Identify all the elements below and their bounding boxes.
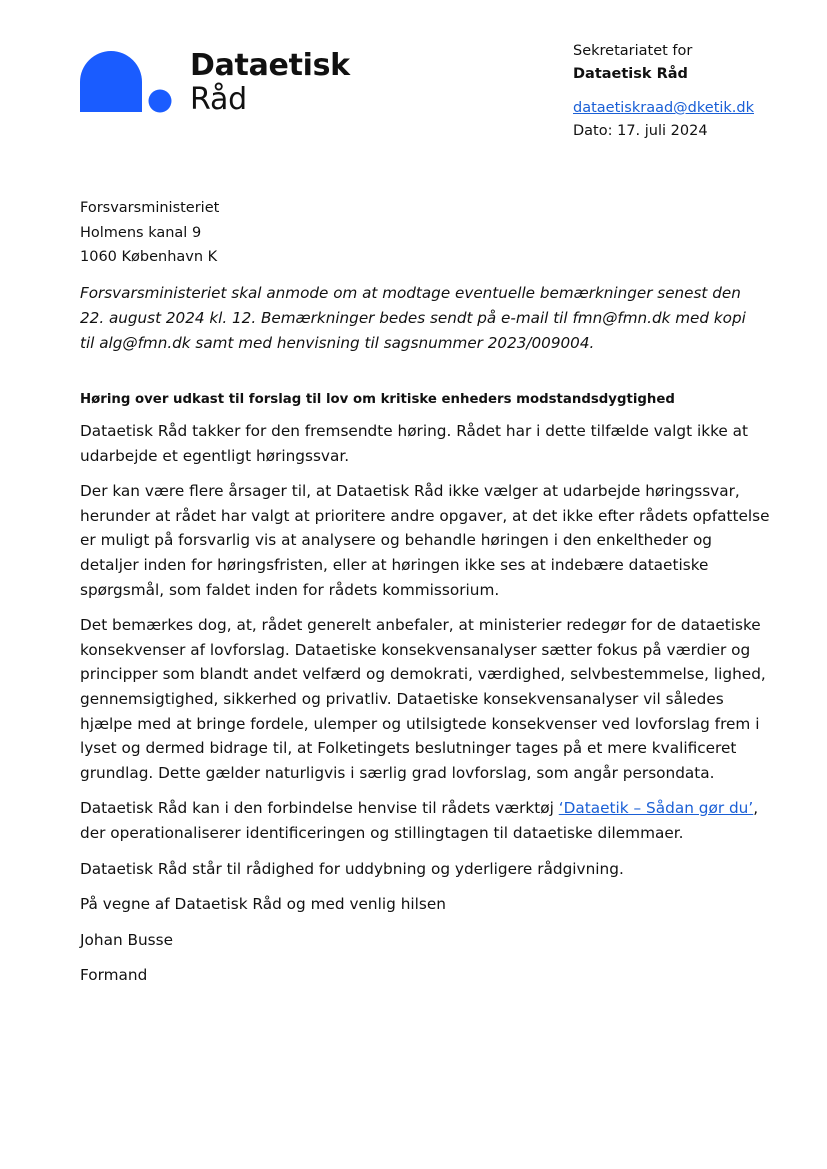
recipient-city: 1060 København K [80,249,218,266]
paragraph-1: Dataetisk Råd takker for den fremsendte høring. Rådet har i dette tilfælde valgt ikke at udarbejde et egentligt høringssvar. [80,422,749,465]
logo-mark-icon [80,50,175,120]
letter-date: Dato: 17. juli 2024 [573,122,708,139]
signer-name: Johan Busse [80,930,174,949]
logo-arch-shape [80,51,142,112]
paragraph-4 [80,796,770,845]
logo-wordmark [190,50,350,115]
logo-wordmark-line1: Dataetisk [190,48,350,83]
hearing-notice: Forsvarsministeriet skal anmode om at modtage eventuelle bemærkninger senest den 22. august 2024 kl. 12. Bemærkninger bedes sendt på e-mail til fmn@fmn.dk med kopi til alg@fmn.dk samt med henvisning til sagsnummer 2023/009004. [80,284,746,352]
logo-wordmark-line2: Råd [190,82,248,117]
paragraph-5: Dataetisk Råd står til rådighed for uddybning og yderligere rådgivning. [80,859,624,878]
letter-subject: Høring over udkast til forslag til lov om kritiske enheders modstandsdygtighed [80,392,675,407]
recipient-name: Forsvarsministeriet [80,200,220,216]
dataetik-tool-link[interactable]: ‘Dataetik – Sådan gør du’ [558,799,754,818]
paragraph-2: Der kan være flere årsager til, at Dataetisk Råd ikke vælger at udarbejde høringssvar, herunder at rådet har valgt at prioritere andre opgaver, at det ikke efter rådets opfattelse er muligt på forsvarlig vis at analysere og behandle høringen i den enkeltheder og detaljer inden for høringsfristen, eller at høringen ikke ses at indebære dataetiske spørgsmål, som faldet inden for rådets kommissorium. [80,482,770,599]
recipient-street: Holmens kanal 9 [80,224,202,241]
paragraph-4-text-after: , der operationaliserer identificeringen og stillingtagen til dataetiske dilemmaer. [80,799,759,842]
closing-line: På vegne af Dataetisk Råd og med venlig hilsen [80,895,446,914]
paragraph-3: Det bemærkes dog, at, rådet generelt anbefaler, at ministerier redegør for de dataetiske konsekvenser af lovforslag. Dataetiske konsekvensanalyser sætter fokus på værdier og principper som blandt andet velfærd og demokrati, værdighed, selvbestemmelse, lighed, gennemsigtighed, sikkerhed og privatliv. Dataetiske konsekvensanalyser vil således hjælpe med at bringe fordele, ulemper og utilsigtede konsekvenser ved lovforslag frem i lyset og dermed bidrage til, at Folketingets beslutninger tages på et mere kvalificeret grundlag. Dette gælder naturligvis i særlig grad lovforslag, som angår persondata. [80,616,766,782]
logo-dot-shape [149,90,172,113]
paragraph-4-text-before: Dataetisk Råd kan i den forbindelse henvise til rådets værktøj [80,799,559,818]
recipient-address [80,196,219,270]
sender-email-link[interactable]: dataetiskraad@dketik.dk [573,100,755,116]
sender-block [573,40,754,142]
sender-org: Dataetisk Råd [573,65,688,82]
sender-line1: Sekretariatet for [573,43,693,59]
dataetisk-raad-logo [80,50,360,120]
letter-body [80,390,770,999]
signer-title: Formand [80,966,148,985]
